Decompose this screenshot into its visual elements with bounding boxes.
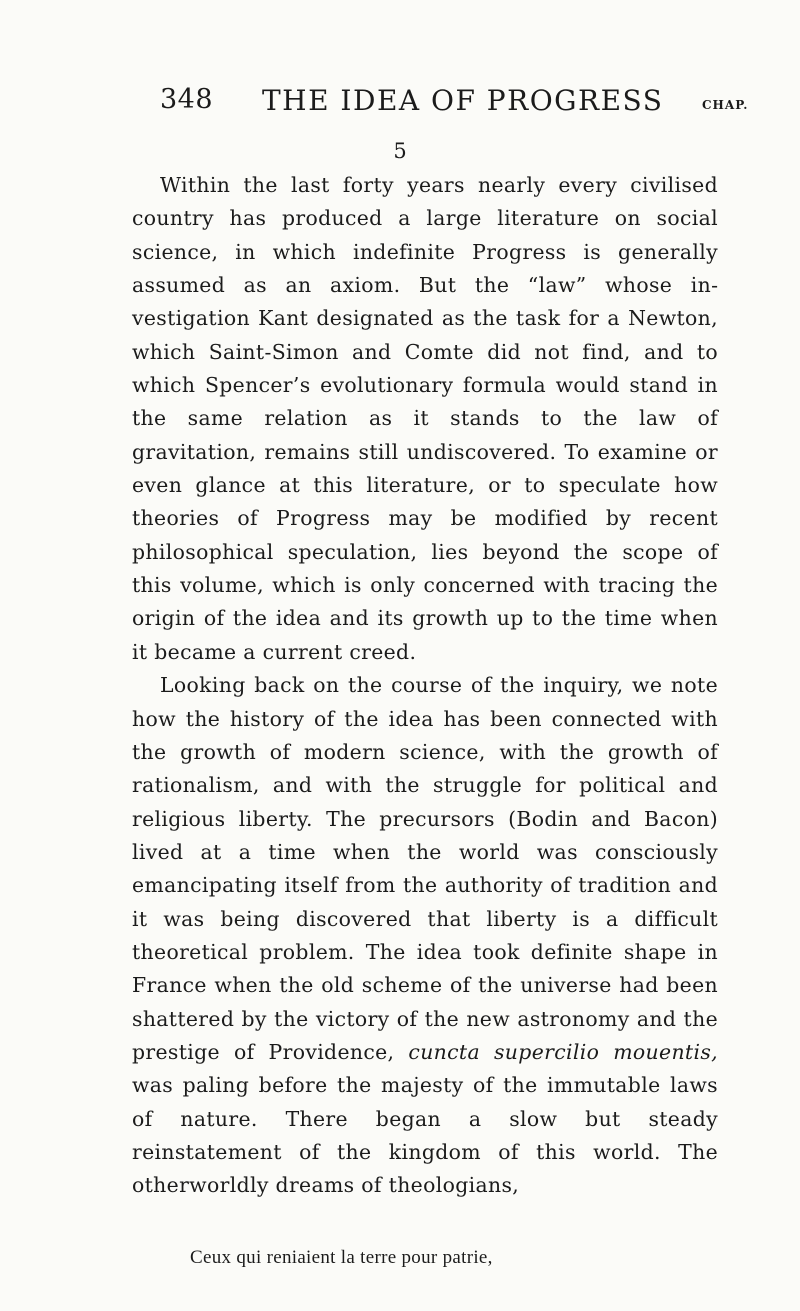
latin-quote: cuncta supercilio mouentis, [408, 1039, 718, 1064]
chapter-marker: CHAP. [702, 98, 749, 112]
paragraph-2-text: Looking back on the course of the inquiry, we note how the history of the idea has been connected with the growth of modern science, with the growth of rationalism, and with the struggle for political and religious liberty. The precursors (Bodin and Bacon) lived at a time when the world was consciously emancipating itself from the authority of tradition and it was being discovered that liberty is a difficult theoretical problem. The idea took definite shape in France when the old scheme of the universe had been shattered by the victory of the new astronomy and the prestige of Providence, [132, 673, 718, 1064]
running-head [160, 84, 760, 128]
page-number: 348 [160, 84, 214, 115]
verse-quotation: Ceux qui reniaient la terre pour patrie, [190, 1247, 493, 1268]
paragraph-1: Within the last forty years nearly every civilised country has produced a large literature on social science, in which indefinite Progress is generally assumed as an axiom. But the “law” whose investigation Kant designated as the task for a Newton, which Saint-Simon and Comte did not find, and to which Spencer’s evolutionary formula would stand in the same relation as it stands to the law of gravitation, remains still undiscovered. To examine or even glance at this literature, or to speculate how theories of Progress may be modified by recent philosophical speculation, lies beyond the scope of this volume, which is only concerned with tracing the origin of the idea and its growth up to the time when it became a current creed. [132, 173, 718, 664]
body-text [132, 169, 718, 1203]
paragraph-2 [132, 669, 718, 1203]
section-number: 5 [393, 139, 407, 163]
running-title: THE IDEA OF PROGRESS [262, 84, 664, 117]
paragraph-2-continuation: was paling before the majesty of the immutable laws of nature. There began a slow but steady reinstatement of the kingdom of this world. The otherworldly dreams of theologians, [132, 1073, 718, 1198]
